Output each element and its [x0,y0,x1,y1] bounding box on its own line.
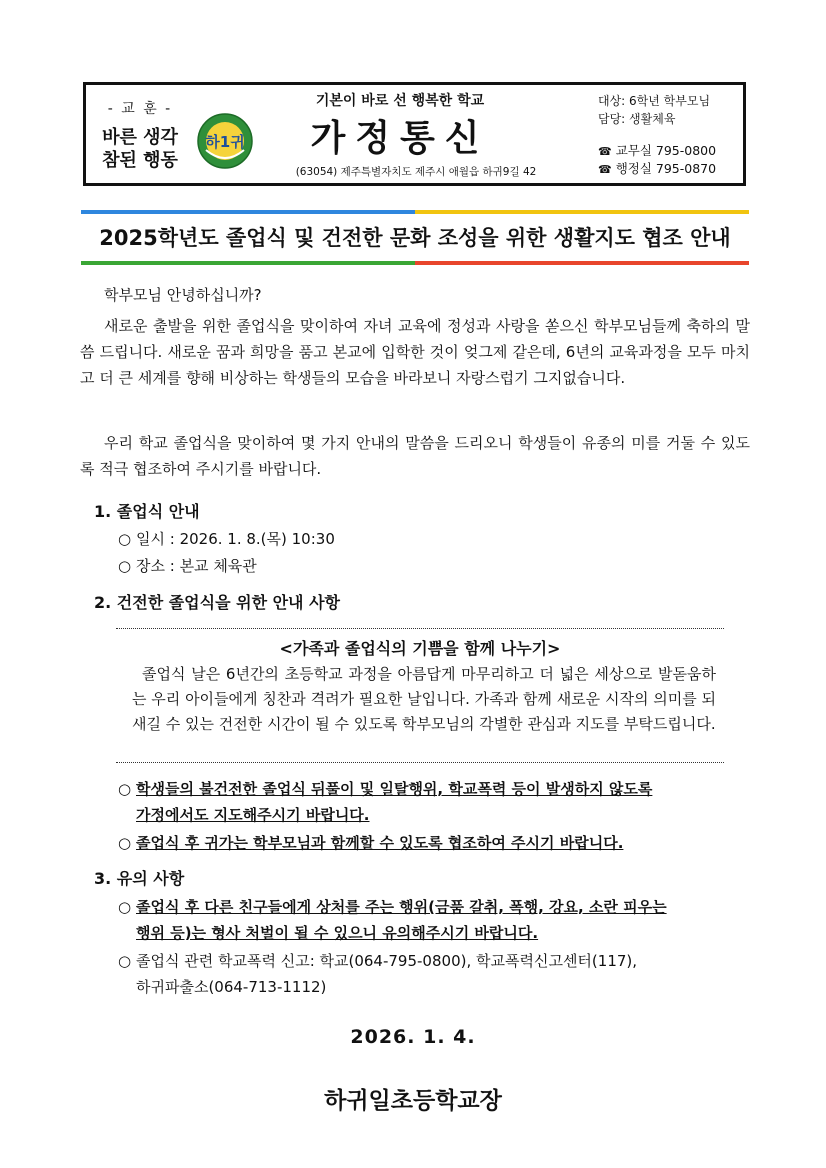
department-in-charge: 담당: 생활체육 [598,112,676,126]
box-paragraph: 졸업식 날은 6년간의 초등학교 과정을 아름답게 마무리하고 더 넓은 세상으로 발돋움하는 우리 아이들에게 칭찬과 격려가 필요한 날입니다. 가족과 함께 새로운 시작의 의미를 되새길 수 있는 건전한 시간이 될 수 있도록 학부모님의 각별한 관심과 지도를 부탁드립니다. [132,665,716,733]
document-title: 2025학년도 졸업식 및 건전한 문화 조성을 위한 생활지도 협조 안내 [99,226,731,250]
list-item [118,778,652,799]
school-address: (63054) 제주특별자치도 제주시 애월읍 하귀9길 42 [295,166,537,178]
report-contacts-continued: 하귀파출소(064-713-1112) [136,978,327,996]
notice-line: 졸업식 후 귀가는 학부모님과 함께할 수 있도록 협조하여 주시기 바랍니다. [136,834,624,852]
bullet-circle-icon: ○ [118,898,132,916]
greeting: 학부모님 안녕하십니까? [104,286,262,304]
notice-line: 학생들의 불건전한 졸업식 뒤풀이 및 일탈행위, 학교폭력 등이 발생하지 않도록 [136,780,653,798]
telephone-icon: ☎ [598,145,612,158]
phone-office-1 [598,141,748,159]
notice-line-continued: 가정에서도 지도해주시기 바랍니다. [136,806,370,824]
box-border-top [116,628,724,629]
section-2-heading: 2. 건전한 졸업식을 위한 안내 사항 [94,593,340,612]
list-item [118,896,667,917]
intro-paragraph: 새로운 출발을 위한 졸업식을 맞이하여 자녀 교육에 정성과 사랑을 쏟으신 학부모님들께 축하의 말씀 드립니다. 새로운 꿈과 희망을 품고 본교에 입학한 것이 엊그제 같은데, 6년의 교육과정을 모두 마치고 더 큰 세계를 향해 비상하는 학생들의 모습을 바라보니 자랑스럽기 그지없습니다. [80,317,750,387]
school-slogan: 기본이 바로 선 행복한 학교 [315,93,485,109]
report-contacts: 졸업식 관련 학교폭력 신고: 학교(064-795-0800), 학교폭력신고센터(117), [136,952,638,970]
list-item [118,555,257,576]
telephone-icon: ☎ [598,163,612,176]
section-3-heading: 3. 유의 사항 [94,869,185,888]
logo-text: 하1귀 [205,133,245,151]
caution-line-continued: 행위 등)는 형사 처벌이 될 수 있으니 유의해주시기 바랍니다. [136,924,539,942]
motto-line-1: 바른 생각 [102,127,178,148]
section-1-heading: 1. 졸업식 안내 [94,502,200,521]
bullet-circle-icon: ○ [118,952,132,970]
target-audience: 대상: 6학년 학부모님 [598,94,711,108]
phone-office-1-text: 교무실 795-0800 [615,143,717,158]
newsletter-title: 가정통신 [310,118,490,159]
school-logo-icon [196,112,254,170]
caution-line: 졸업식 후 다른 친구들에게 상처를 주는 행위(금품 갈취, 폭행, 강요, 소란 피우는 [136,898,667,916]
title-bar-bottom-green [81,261,415,265]
list-item [118,528,335,549]
title-bar-top-blue [81,210,415,214]
box-border-bottom [116,762,724,763]
list-item [118,950,637,971]
event-location: 장소 : 본교 체육관 [136,557,257,575]
request-paragraph: 우리 학교 졸업식을 맞이하여 몇 가지 안내의 말씀을 드리오니 학생들이 유종의 미를 거둘 수 있도록 적극 협조하여 주시기를 바랍니다. [80,434,750,478]
bullet-circle-icon: ○ [118,557,132,575]
bullet-circle-icon: ○ [118,780,132,798]
issue-date: 2026. 1. 4. [350,1026,476,1048]
phone-office-2 [598,159,748,177]
title-bar-top-yellow [415,210,749,214]
box-title: <가족과 졸업식의 기쁨을 함께 나누기> [279,639,561,658]
bullet-circle-icon: ○ [118,530,132,548]
phone-office-2-text: 행정실 795-0870 [615,161,717,176]
bullet-circle-icon: ○ [118,834,132,852]
list-item [118,832,623,853]
motto-line-2: 참된 행동 [102,150,178,171]
title-bar-bottom-red [415,261,749,265]
principal-signature: 하귀일초등학교장 [324,1088,502,1114]
motto-label: - 교 훈 - [107,101,173,117]
event-datetime: 일시 : 2026. 1. 8.(목) 10:30 [136,530,335,548]
